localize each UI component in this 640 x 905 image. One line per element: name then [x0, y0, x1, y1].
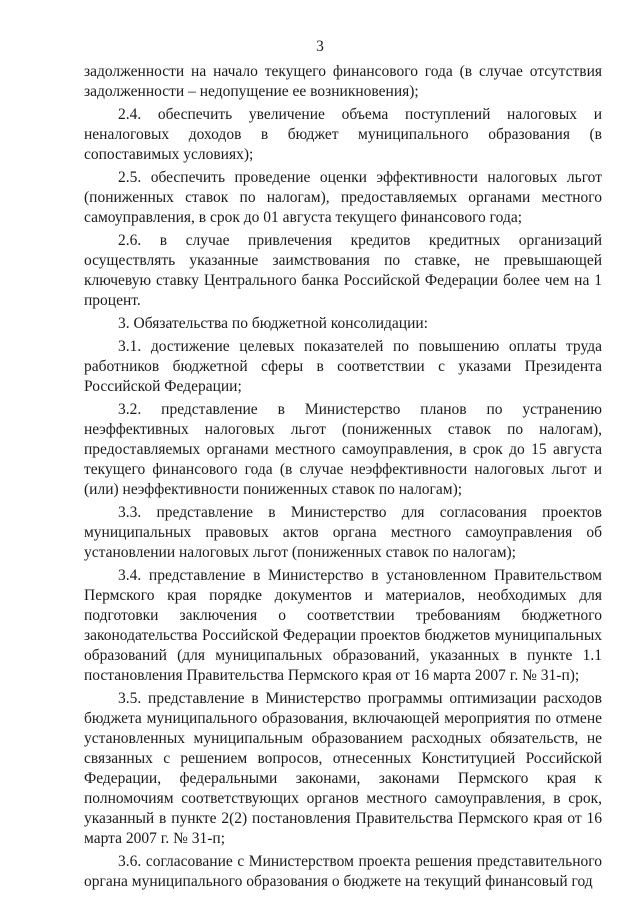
paragraph-3-1: 3.1. достижение целевых показателей по повышению оплаты труда работников бюджетной сферы в соответствии с указами Президента Российской Федерации;	[84, 338, 602, 395]
paragraph-3-2: 3.2. представление в Министерство планов по устранению неэффективных налоговых льгот (пониженных ставок по налогам), предоставляемых органами местного самоуправления, в срок до 15 августа текущего финансового года (в случае неэффективности налоговых льгот и (или) неэффективности пониженных ставок по налогам);	[84, 401, 602, 498]
document-body	[84, 62, 602, 895]
paragraph-3-4: 3.4. представление в Министерство в установленном Правительством Пермского края порядке документов и материалов, необходимых для подготовки заключения о соответствии требованиям бюджетного законодательства Российской Федерации проектов бюджетов муниципальных образований (для муниципальных образований, указанных в пункте 1.1 постановления Правительства Пермского края от 16 марта 2007 г. № 31-п);	[84, 567, 602, 684]
paragraph-continuation: задолженности на начало текущего финансового года (в случае отсутствия задолженности – недопущение ее возникновения);	[84, 63, 602, 100]
paragraph-3-5: 3.5. представление в Министерство программы оптимизации расходов бюджета муниципального образования, включающей мероприятия по отмене установленных муниципальным образованием расходных обязательств, не связанных с решением вопросов, отнесенных Конституцией Российской Федерации, федеральными законами, законами Пермского края к полномочиям соответствующих органов местного самоуправления, в срок, указанный в пункте 2(2) постановления Правительства Пермского края от 16 марта 2007 г. № 31-п;	[84, 690, 602, 847]
paragraph-2-6: 2.6. в случае привлечения кредитов кредитных организаций осуществлять указанные заимствования по ставке, не превышающей ключевую ставку Центрального банка Российской Федерации более чем на 1 процент.	[84, 232, 602, 309]
paragraph-3-3: 3.3. представление в Министерство для согласования проектов муниципальных правовых актов органа местного самоуправления об установлении налоговых льгот (пониженных ставок по налогам);	[84, 504, 602, 561]
paragraph-3-6: 3.6. согласование с Министерством проекта решения представительного органа муниципального образования о бюджете на текущий финансовый год	[84, 853, 602, 890]
paragraph-2-4: 2.4. обеспечить увеличение объема поступлений налоговых и неналоговых доходов в бюджет муниципального образования (в сопоставимых условиях);	[84, 106, 602, 163]
paragraph-2-5: 2.5. обеспечить проведение оценки эффективности налоговых льгот (пониженных ставок по налогам), предоставляемых органами местного самоуправления, в срок до 01 августа текущего финансового года;	[84, 169, 602, 226]
paragraph-3-heading: 3. Обязательства по бюджетной консолидации:	[118, 315, 428, 332]
page-number: 3	[316, 38, 324, 55]
